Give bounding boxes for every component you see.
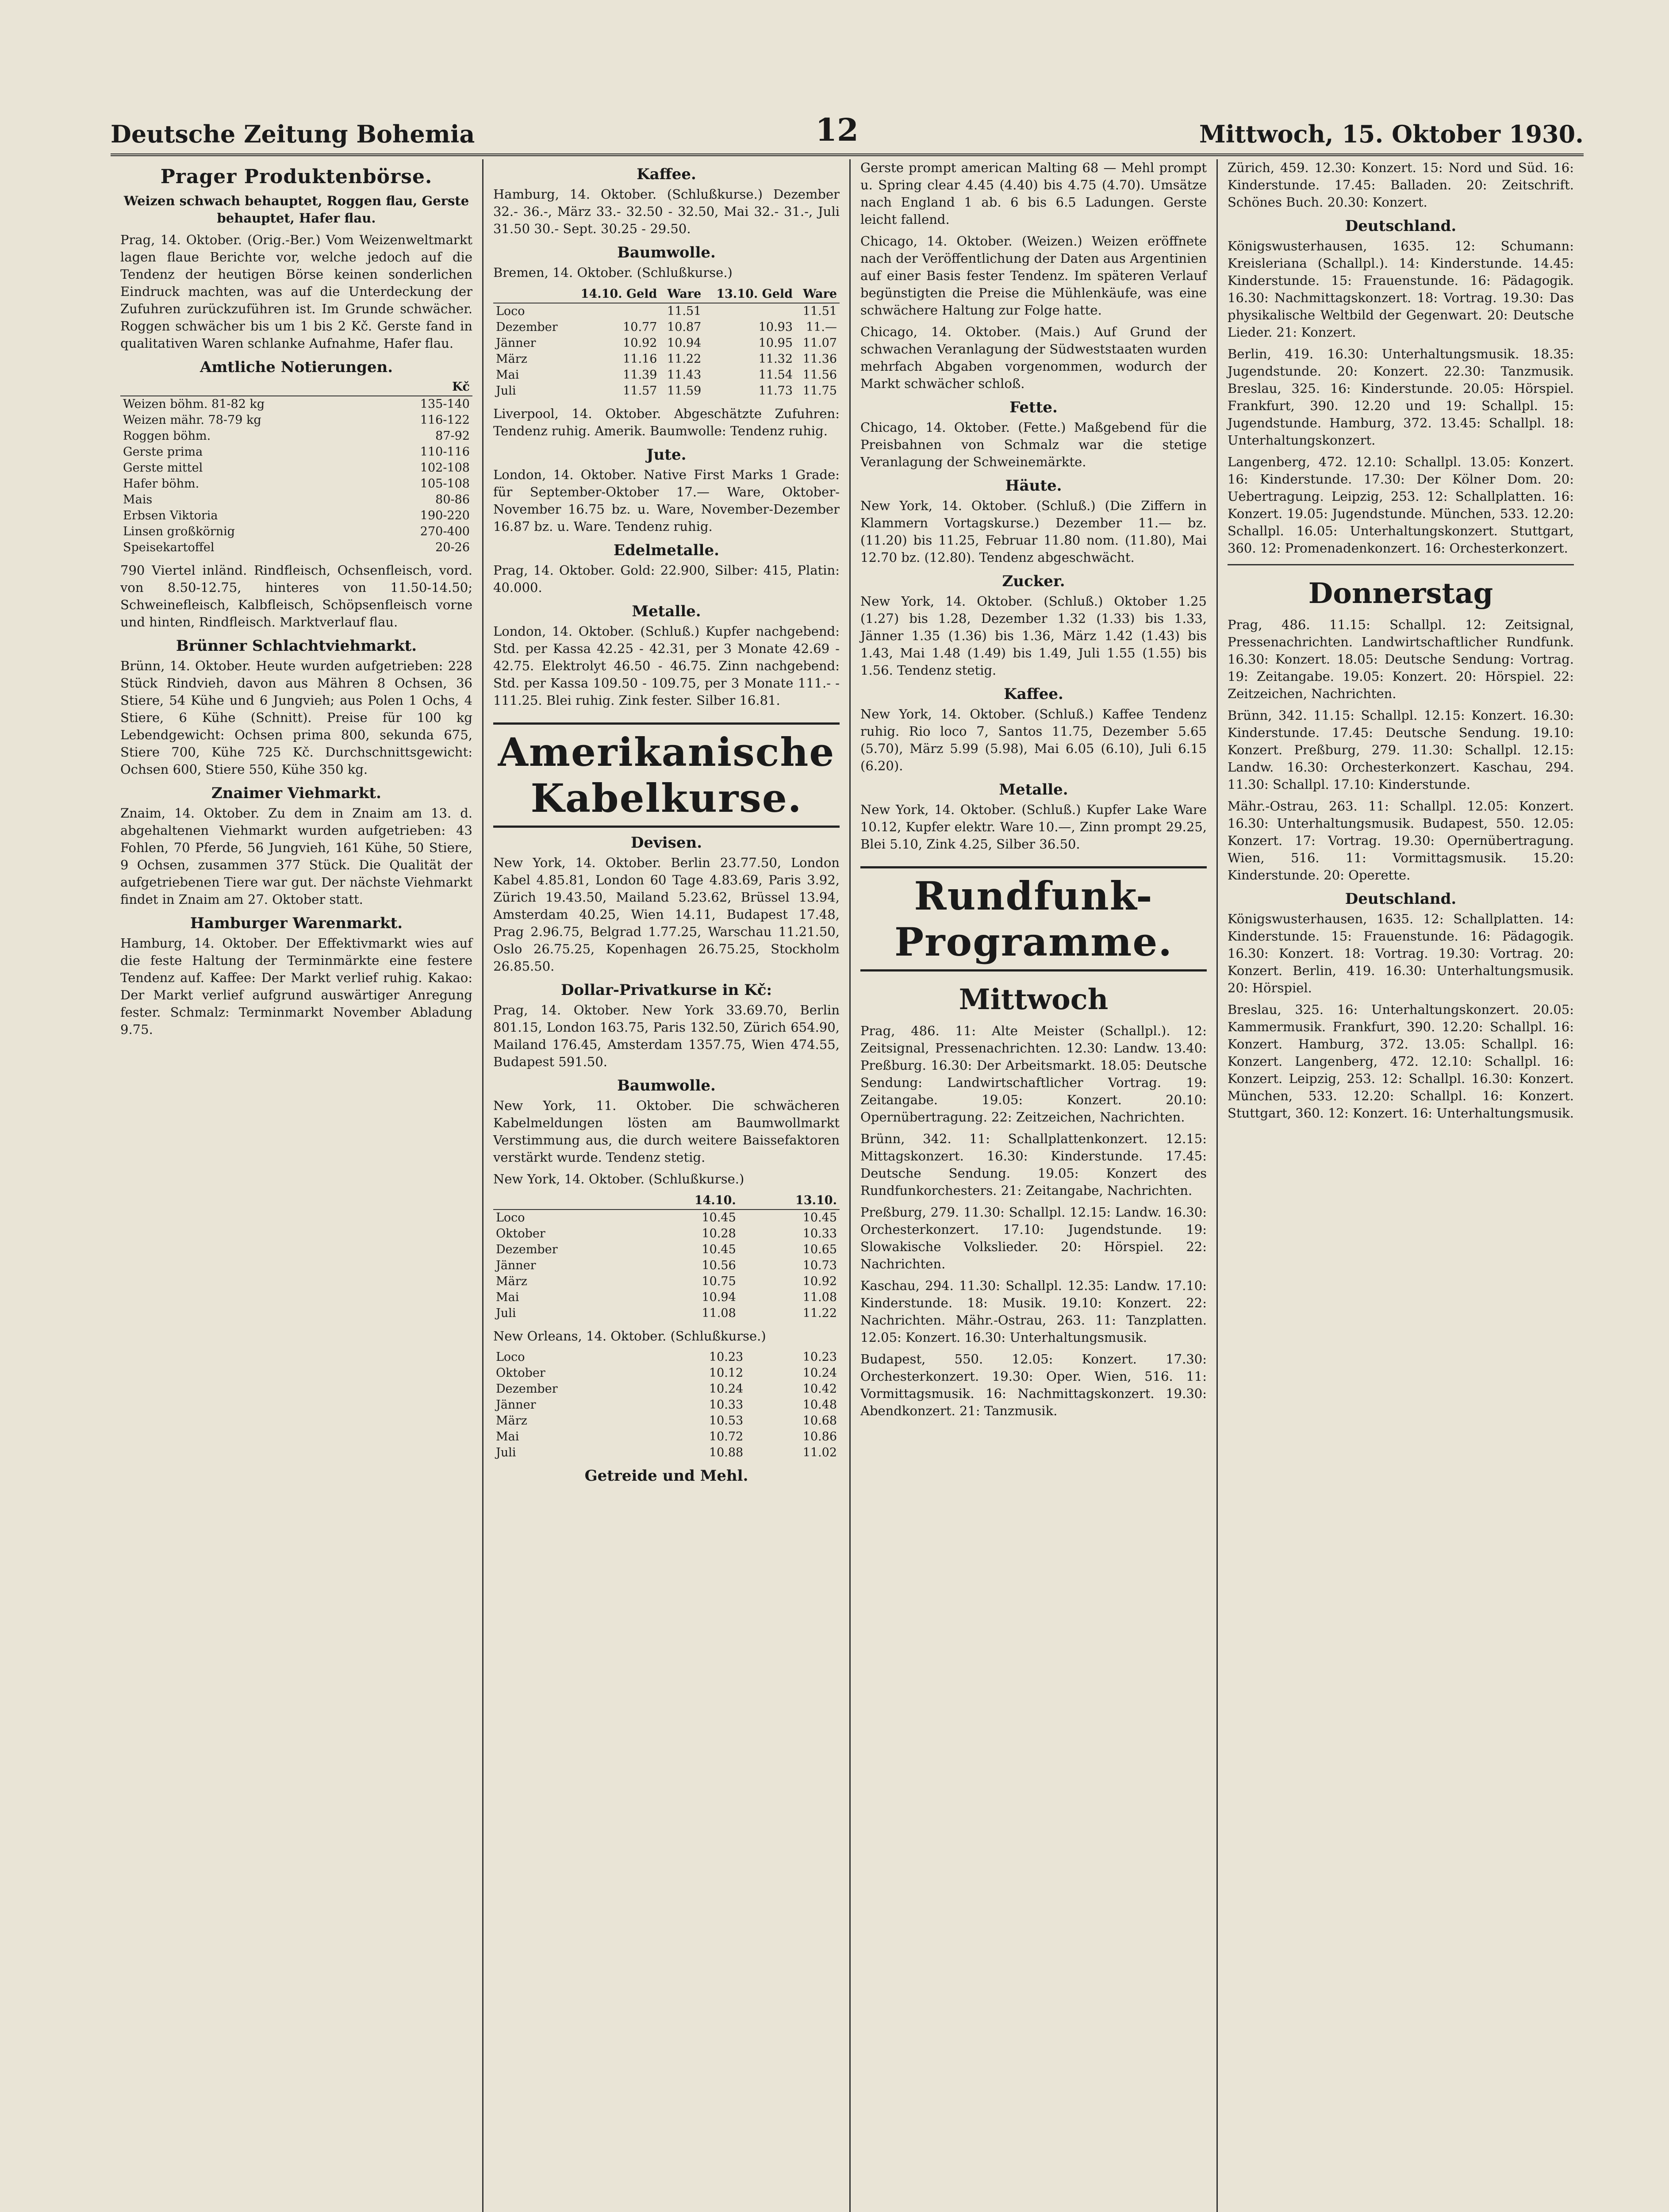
table-cell: 87-92 <box>435 429 470 443</box>
section-title-hides: Häute. <box>1005 477 1062 495</box>
neworleans-cotton-table <box>493 1349 840 1461</box>
table-row <box>493 1274 840 1290</box>
table-cell: 80-86 <box>435 493 470 507</box>
program-listing: Langenberg, 472. 12.10: Schallpl. 13.05: Konzert. 16: Kinderstunde. 17.30: Der Kölner Dom. 20: Uebertragung. Leipzig, 253. 12: Schallplatten. 16: Konzert. 19.05: Jugendstunde. München, 533. 12.20: Schallpl. 16.05: Unterhaltungskonzert. Stuttgart, 360. 12: Promenadenkonzert. 16: Orchesterkonzert. <box>1228 454 1574 556</box>
table-caption: Bremen, 14. Oktober. (Schlußkurse.) <box>493 265 733 280</box>
table-cell: 10.23 <box>802 1350 837 1364</box>
section-title-sugar: Zucker. <box>1002 572 1065 590</box>
table-row <box>120 412 472 428</box>
article-paragraph: Gerste prompt american Malting 68 — Mehl prompt u. Spring clear 4.45 (4.40) bis 4.75 (4.70). Umsätze nach England 1 ab. 6 bis 6.5 Ladungen. Gerste leicht fallend. <box>860 160 1207 227</box>
table-row <box>493 1290 840 1306</box>
table-row <box>120 428 472 444</box>
table-cell <box>568 303 660 319</box>
table-row <box>493 1397 840 1413</box>
table-cell: 11.43 <box>667 368 702 382</box>
column-1 <box>111 159 482 2212</box>
column-4 <box>1216 159 1584 2212</box>
table-body <box>493 303 840 399</box>
table-cell: Dezember <box>496 1243 558 1256</box>
article-paragraph: Chicago, 14. Oktober. (Mais.) Auf Grund der schwachen Veranlagung der Südweststaaten wurden mehrfach Abgaben vorgenommen, wodurch der Markt schwächer schloß. <box>860 324 1207 391</box>
table-row <box>493 1429 840 1445</box>
section-title-grain: Getreide und Mehl. <box>584 1467 748 1485</box>
table-row <box>493 1413 840 1429</box>
section-title-cotton-2: Baumwolle. <box>617 1077 716 1094</box>
table-row <box>120 460 472 476</box>
section-title-cattle: Brünner Schlachtviehmarkt. <box>176 637 417 655</box>
table-cell: Mais <box>123 493 153 507</box>
table-cell: 10.24 <box>802 1366 837 1380</box>
table-cell: 11.02 <box>802 1446 837 1459</box>
table-cell: 10.42 <box>802 1382 837 1396</box>
table-cell: 190-220 <box>420 509 470 522</box>
table-cell <box>704 303 795 319</box>
table-cell: 11.39 <box>623 368 657 382</box>
table-cell: 10.87 <box>667 320 702 334</box>
columns <box>111 159 1584 2212</box>
table-cell: 11.08 <box>702 1306 736 1320</box>
table-cell: 10.33 <box>709 1398 744 1412</box>
article-paragraph: Hamburg, 14. Oktober. Der Effektivmarkt wies auf die feste Haltung der Terminmärkte eine festere Tendenz auf. Kaffee: Der Markt verlief ruhig. Kakao: Der Markt verlief aufgrund auswärtiger Anregung fester. Schmalz: Terminmarkt November Abladung 9.75. <box>120 936 472 1037</box>
table-cell: Gerste mittel <box>123 461 203 475</box>
table-cell: Linsen großkörnig <box>123 525 235 538</box>
program-listing: Mähr.-Ostrau, 263. 11: Schallpl. 12.05: Konzert. 16.30: Unterhaltungsmusik. Budapest, 550. 12.05: Konzert. 17: Vortrag. 19.30: Opernübertragung. Wien, 516. 11: Vormittagsmusik. 15.20: Kinderstunde. 20: Operette. <box>1228 799 1574 883</box>
table-cell: 11.75 <box>802 384 837 398</box>
section-title-coffee: Kaffee. <box>637 165 696 183</box>
table-cell: 11.51 <box>802 304 837 318</box>
section-title-dollar: Dollar-Privatkurse in Kč: <box>560 981 772 999</box>
table-cell: Oktober <box>496 1366 545 1380</box>
table-cell: Mai <box>496 368 519 382</box>
divider <box>1228 564 1574 565</box>
table-cell: 11.56 <box>802 368 837 382</box>
day-heading-wednesday: Mittwoch <box>959 983 1109 1016</box>
table-header-row <box>493 286 840 303</box>
table-cell: Mai <box>496 1430 519 1444</box>
article-paragraph: New York, 14. Oktober. (Schluß.) (Die Ziffern in Klammern Vortagskurse.) Dezember 11.— bz. (11.20) bis 11.25, Februar 11.80 nom. (11.80), Mai 12.70 bz. (12.80). Tendenz abgeschwächt. <box>860 498 1207 565</box>
article-paragraph: Prag, 14. Oktober. (Orig.-Ber.) Vom Weizenweltmarkt lagen flaue Berichte vor, welche jedoch auf die Tendenz der heutigen Börse keinen sonderlichen Eindruck machten, was auf die Unterdeckung der Zufuhren zurückzuführen ist. Im Grunde schwächer. Roggen schwächer bis um 1 bis 2 Kč. Gerste fand in qualitativen Waren schlanke Aufnahme, Hafer flau. <box>120 232 472 351</box>
table-cell: 10.23 <box>709 1350 744 1364</box>
table-row <box>120 540 472 556</box>
headline: Weizen schwach behauptet, Roggen flau, Gerste behauptet, Hafer flau. <box>123 193 469 226</box>
program-listing: Prag, 486. 11: Alte Meister (Schallpl.). 12: Zeitsignal, Pressenachrichten. 12.30: Landw. 13.40: Preßburg. 16.30: Der Arbeitsmarkt. 18.05: Deutsche Sendung: Landwirtschaftlicher Vortrag. 19: Zeitangabe. 19.05: Konzert. 20.10: Opernübertragung. 22: Zeitzeichen, Nachrichten. <box>860 1023 1207 1125</box>
section-title-devisen: Devisen. <box>630 834 702 852</box>
table-row <box>493 303 840 319</box>
table-cell: 10.94 <box>667 336 702 350</box>
table-cell: 10.33 <box>802 1227 837 1240</box>
table-header <box>120 379 376 396</box>
table-cell: Juli <box>496 384 516 398</box>
table-cell: 11.16 <box>623 352 657 366</box>
table-body <box>493 1349 840 1461</box>
table-cell: Jänner <box>496 1398 536 1412</box>
article-paragraph: New York, 14. Oktober. (Schluß.) Kaffee Tendenz ruhig. Rio loco 7, Santos 11.75, Dezember 5.65 (5.70), März 5.99 (5.98), Mai 6.05 (6.10), Juli 6.15 (6.20). <box>860 707 1207 773</box>
program-listing: Königswusterhausen, 1635. 12: Schallplatten. 14: Kinderstunde. 15: Frauenstunde. 16: Pädagogik. 16.30: Konzert. 18: Vortrag. 19.30: Vortrag. 20: Konzert. Berlin, 419. 16.30: Unterhaltungsmusik. 20: Hörspiel. <box>1228 911 1574 995</box>
table-cell: 270-400 <box>420 525 470 538</box>
article-paragraph: Brünn, 14. Oktober. Heute wurden aufgetrieben: 228 Stück Rindvieh, davon aus Mähren 8 Ochsen, 36 Stiere, 54 Kühe und 6 Jungvieh; aus Polen 1 Ochs, 4 Stiere, 6 Kühe (Schnitt). Preise für 100 kg Lebendgewicht: Ochsen prima 800, sekunda 675, Stiere 700, Kühe 725 Kč. Durchschnittsgewicht: Ochsen 600, Stiere 550, Kühe 350 kg. <box>120 658 472 777</box>
table-cell: 11.32 <box>758 352 793 366</box>
article-paragraph: Liverpool, 14. Oktober. Abgeschätzte Zufuhren: Tendenz ruhig. Amerik. Baumwolle: Tendenz ruhig. <box>493 406 840 438</box>
article-paragraph: Hamburg, 14. Oktober. (Schlußkurse.) Dezember 32.- 36.-, März 33.- 32.50 - 32.50, Mai 32.- 31.-, Juli 31.50 30.- Sept. 30.25 - 29.50. <box>493 187 840 236</box>
article-paragraph: New York, 11. Oktober. Die schwächeren Kabelmeldungen lösten am Baumwollmarkt Verstimmung aus, die durch weitere Baissefaktoren verstärkt wurde. Tendenz stetig. <box>493 1098 840 1165</box>
table-cell: 10.72 <box>709 1430 744 1444</box>
table-cell: 10.73 <box>802 1259 837 1272</box>
table-cell: 11.— <box>806 320 837 334</box>
program-listing: Zürich, 459. 12.30: Konzert. 15: Nord und Süd. 16: Kinderstunde. 17.45: Balladen. 20: Zeitschrift. Schönes Buch. 20.30: Konzert. <box>1228 160 1574 210</box>
column-2 <box>482 159 849 2212</box>
table-cell: 10.48 <box>802 1398 837 1412</box>
table-header-row <box>493 1192 840 1210</box>
table-cell: 11.57 <box>623 384 657 398</box>
table-row <box>120 396 472 412</box>
section-title-cotton: Baumwolle. <box>617 244 716 261</box>
table-cell: Dezember <box>496 320 558 334</box>
table-cell: März <box>496 1275 527 1288</box>
table-body <box>493 1210 840 1321</box>
table-cell: Erbsen Viktoria <box>123 509 218 522</box>
table-row <box>493 335 840 351</box>
table-cell: Juli <box>496 1306 516 1320</box>
section-title-jute: Jute. <box>646 446 687 464</box>
table-cell: 10.86 <box>802 1430 837 1444</box>
table-row <box>493 1349 840 1365</box>
article-paragraph: 790 Viertel inländ. Rindfleisch, Ochsenfleisch, vord. von 8.50-12.75, hinteres von 11.50-14.50; Schweinefleisch, Kalbfleisch, Schöpsenfleisch vorne und hinten, Rindfleisch. Marktverlauf flau. <box>120 563 472 630</box>
article-paragraph: New York, 14. Oktober. Berlin 23.77.50, London Kabel 4.85.81, London 60 Tage 4.83.69, Paris 3.92, Zürich 19.43.50, Mailand 5.23.62, Brüssel 13.94, Amsterdam 40.25, Wien 14.11, Budapest 17.48, Prag 2.96.75, Belgrad 1.77.25, Warschau 11.21.50, Oslo 26.75.25, Kopenhagen 26.75.25, Stockholm 26.85.50. <box>493 855 840 974</box>
table-cell: 10.45 <box>702 1243 736 1256</box>
section-title-germany-2: Deutschland. <box>1345 890 1457 908</box>
table-cell: 10.94 <box>702 1290 736 1304</box>
program-listing: Kaschau, 294. 11.30: Schallpl. 12.35: Landw. 17.10: Kinderstunde. 18: Musik. 19.10: Konzert. 22: Nachrichten. Mähr.-Ostrau, 263. 11: Tanzplatten. 12.05: Konzert. 16.30: Unterhaltungsmusik. <box>860 1278 1207 1345</box>
table-cell: 135-140 <box>420 397 470 411</box>
newyork-cotton-table <box>493 1192 840 1321</box>
article-paragraph: Chicago, 14. Oktober. (Fette.) Maßgebend für die Preisbahnen von Schmalz war die stetige Veranlagung der Schweinemärkte. <box>860 420 1207 469</box>
table-row <box>493 351 840 367</box>
table-cell: 10.45 <box>702 1211 736 1225</box>
section-title-fats: Fette. <box>1009 399 1058 416</box>
article-paragraph: New York, 14. Oktober. (Schluß.) Oktober 1.25 (1.27) bis 1.28, Dezember 1.32 (1.33) bis 1.33, Jänner 1.35 (1.36) bis 1.36, März 1.42 (1.43) bis 1.43, Mai 1.48 (1.49) bis 1.49, Juli 1.55 (1.55) bis 1.56. Tendenz stetig. <box>860 594 1207 678</box>
masthead <box>111 113 1584 156</box>
table-cell: Gerste prima <box>123 445 203 459</box>
section-title-coffee-2: Kaffee. <box>1004 685 1063 703</box>
table-cell: März <box>496 352 527 366</box>
table-cell: Roggen böhm. <box>123 429 211 443</box>
table-cell: Oktober <box>496 1227 545 1240</box>
table-cell: 10.92 <box>623 336 657 350</box>
program-listing: Preßburg, 279. 11.30: Schallpl. 12.15: Landw. 16.30: Orchesterkonzert. 17.10: Jugendstunde. 19: Slowakische Volkslieder. 20: Hörspiel. 22: Nachrichten. <box>860 1205 1207 1271</box>
table-cell: 11.36 <box>802 352 837 366</box>
table-row <box>493 1242 840 1258</box>
table-cell: 110-116 <box>420 445 470 459</box>
program-listing: Budapest, 550. 12.05: Konzert. 17.30: Orchesterkonzert. 19.30: Oper. Wien, 516. 11: Vormittagsmusik. 16: Nachmittagskonzert. 19.30: Abendkonzert. 21: Tanzmusik. <box>860 1352 1207 1418</box>
table-cell: Loco <box>496 304 525 318</box>
table-cell: 20-26 <box>435 541 470 554</box>
article-paragraph: London, 14. Oktober. Native First Marks 1 Grade: für September-Oktober 17.— Ware, Oktober-November 16.75 bz. u. Ware, November-Dezember 16.87 bz. u. Ware. Tendenz ruhig. <box>493 467 840 534</box>
table-cell: 11.22 <box>802 1306 837 1320</box>
day-heading-thursday: Donnerstag <box>1308 577 1493 610</box>
program-listing: Berlin, 419. 16.30: Unterhaltungsmusik. 18.35: Jugendstunde. 20: Konzert. 22.30: Tanzmusik. Breslau, 325. 16: Kinderstunde. 20.05: Hörspiel. Frankfurt, 390. 12.20 und 19: Schallpl. 15: Jugendstunde. Hamburg, 372. 13.45: Schallpl. 18: Unterhaltungskonzert. <box>1228 346 1574 448</box>
table-cell: Jänner <box>496 336 536 350</box>
table-row <box>493 1445 840 1461</box>
table-cell: 11.59 <box>667 384 702 398</box>
table-row <box>120 524 472 540</box>
masthead-date: Mittwoch, 15. Oktober 1930. <box>1199 120 1584 148</box>
table-header: 14.10. Geld <box>568 286 660 303</box>
table-cell: Loco <box>496 1350 525 1364</box>
table-row <box>493 367 840 383</box>
table-cell: 10.75 <box>702 1275 736 1288</box>
section-title-germany: Deutschland. <box>1345 217 1457 235</box>
table-cell: 11.73 <box>758 384 793 398</box>
table-cell: Loco <box>496 1211 525 1225</box>
program-listing: Prag, 486. 11.15: Schallpl. 12: Zeitsignal, Pressenachrichten. Landwirtschaftlicher Rundfunk. 16.30: Konzert. 18.05: Deutsche Sendung: Vortrag. 19: Zeitangabe. 19.05: Konzert. 20: Hörspiel. 22: Zeitzeichen, Nachrichten. <box>1228 617 1574 701</box>
table-header <box>493 1192 638 1210</box>
table-cell: Juli <box>496 1446 516 1459</box>
table-cell: 11.22 <box>667 352 702 366</box>
table-cell: Weizen mähr. 78-79 kg <box>123 413 261 427</box>
table-cell: 10.68 <box>802 1414 837 1428</box>
table-cell: 10.92 <box>802 1275 837 1288</box>
table-cell: 116-122 <box>420 413 470 427</box>
table-cell: 10.95 <box>758 336 793 350</box>
table-cell: 10.45 <box>802 1211 837 1225</box>
section-title-radio: Rundfunk-Programme. <box>860 866 1207 972</box>
section-title-metals: Metalle. <box>632 603 701 620</box>
table-cell: 105-108 <box>420 477 470 491</box>
article-paragraph: Chicago, 14. Oktober. (Weizen.) Weizen eröffnete nach der Veröffentlichung der Daten aus Argentinien auf einer Basis fester Tendenz. Im späteren Verlauf begünstigten die Preise die Mühlenkäufe, was eine schwächere Haltung zur Folge hatte. <box>860 234 1207 318</box>
table-cell: Speisekartoffel <box>123 541 215 554</box>
masthead-title: Deutsche Zeitung Bohemia <box>111 120 475 148</box>
column-3 <box>849 159 1216 2212</box>
table-cell: März <box>496 1414 527 1428</box>
table-row <box>120 492 472 508</box>
table-row <box>493 1210 840 1226</box>
article-paragraph: Znaim, 14. Oktober. Zu dem in Znaim am 13. d. abgehaltenen Viehmarkt wurden aufgetrieben: 43 Fohlen, 70 Pferde, 56 Jungvieh, 161 Kühe, 50 Stiere, 9 Ochsen, zusammen 377 Stück. Die Qualität der aufgetriebenen Tiere war gut. Der nächste Viehmarkt findet in Znaim am 27. Oktober statt. <box>120 806 472 907</box>
table-cell: 10.93 <box>758 320 793 334</box>
table-cell: 11.08 <box>802 1290 837 1304</box>
page-number: 12 <box>815 111 859 148</box>
table-cell: 10.88 <box>709 1446 744 1459</box>
table-cell: 10.53 <box>709 1414 744 1428</box>
table-header-row <box>120 379 472 396</box>
table-row <box>493 383 840 399</box>
program-listing: Brünn, 342. 11.15: Schallpl. 12.15: Konzert. 16.30: Kinderstunde. 17.45: Deutsche Sendung. 19.10: Konzert. Preßburg, 279. 11.30: Schallpl. 12.15: Landw. 16.30: Orchesterkonzert. Kaschau, 294. 11.30: Schallpl. 17.10: Kinderstunde. <box>1228 708 1574 792</box>
table-cell: Weizen böhm. 81-82 kg <box>123 397 265 411</box>
cotton-table <box>493 286 840 399</box>
table-cell: 102-108 <box>420 461 470 475</box>
table-cell: 10.77 <box>623 320 657 334</box>
table-row <box>493 1381 840 1397</box>
program-listing: Breslau, 325. 16: Unterhaltungskonzert. 20.05: Kammermusik. Frankfurt, 390. 12.20: Schallpl. 16: Konzert. Hamburg, 372. 13.05: Schallpl. 16: Konzert. Langenberg, 472. 12.10: Schallpl. 16: Konzert. Leipzig, 253. 12: Schallpl. 16.30: Konzert. München, 533. 12.20: Schallpl. 16: Konzert. Stuttgart, 360. 12: Konzert. 16: Unterhaltungsmusik. <box>1228 1002 1574 1121</box>
table-row <box>493 1258 840 1274</box>
table-cell: 11.54 <box>758 368 793 382</box>
table-cell: Mai <box>496 1290 519 1304</box>
table-cell: 10.12 <box>709 1366 744 1380</box>
table-row <box>120 476 472 492</box>
table-cell: Dezember <box>496 1382 558 1396</box>
table-row <box>493 1226 840 1242</box>
table-header: Ware <box>660 286 704 303</box>
table-row <box>120 444 472 460</box>
table-cell: 10.28 <box>702 1227 736 1240</box>
table-header: 13.10. <box>739 1192 840 1210</box>
table-row <box>493 1365 840 1381</box>
section-title-produktenboerse: Prager Produktenbörse. <box>160 165 433 188</box>
section-title-metals-2: Metalle. <box>999 781 1068 799</box>
table-row <box>493 1306 840 1321</box>
table-header: Ware <box>795 286 840 303</box>
table-cell: 11.07 <box>802 336 837 350</box>
table-cell: 11.51 <box>667 304 702 318</box>
table-cell: Jänner <box>496 1259 536 1272</box>
section-title-precious-metals: Edelmetalle. <box>614 541 719 559</box>
section-title-znaim: Znaimer Viehmarkt. <box>211 784 381 802</box>
table-cell: 10.56 <box>702 1259 736 1272</box>
section-title-hamburg: Hamburger Warenmarkt. <box>190 914 403 932</box>
article-paragraph: Prag, 14. Oktober. Gold: 22.900, Silber: 415, Platin: 40.000. <box>493 563 840 595</box>
section-title-official: Amtliche Notierungen. <box>200 358 393 376</box>
table-header: 13.10. Geld <box>704 286 795 303</box>
section-title-cable-rates: Amerikanische Kabelkurse. <box>493 722 840 828</box>
table-header: Kč <box>376 379 472 396</box>
article-paragraph: Prag, 14. Oktober. New York 33.69.70, Berlin 801.15, London 163.75, Paris 132.50, Zürich 654.90, Mailand 176.45, Amsterdam 1357.75, Wien 474.55, Budapest 591.50. <box>493 1002 840 1069</box>
official-prices-table <box>120 379 472 556</box>
program-listing: Königswusterhausen, 1635. 12: Schumann: Kreisleriana (Schallpl.). 14: Kinderstunde. 14.45: Kinderstunde. 15: Frauenstunde. 16: Pädagogik. 16.30: Nachmittagskonzert. 18: Vortrag. 19.30: Das physikalische Weltbild der Gegenwart. 20: Deutsche Lieder. 21: Konzert. <box>1228 238 1574 340</box>
table-header <box>493 286 568 303</box>
table-row <box>120 508 472 524</box>
table-body <box>120 396 472 556</box>
table-cell: 10.65 <box>802 1243 837 1256</box>
article-paragraph: New York, 14. Oktober. (Schluß.) Kupfer Lake Ware 10.12, Kupfer elektr. Ware 10.—, Zinn prompt 29.25, Blei 5.10, Zink 4.25, Silber 36.50. <box>860 802 1207 852</box>
table-row <box>493 319 840 335</box>
article-paragraph: London, 14. Oktober. (Schluß.) Kupfer nachgebend: Std. per Kassa 42.25 - 42.31, per 3 Monate 42.69 - 42.75. Elektrolyt 46.50 - 46.75. Zinn nachgebend: Std. per Kassa 109.50 - 109.75, per 3 Monate 111.- - 111.25. Blei ruhig. Zink fester. Silber 16.81. <box>493 624 840 708</box>
table-header: 14.10. <box>638 1192 739 1210</box>
program-listing: Brünn, 342. 11: Schallplattenkonzert. 12.15: Mittagskonzert. 16.30: Kinderstunde. 17.45: Deutsche Sendung. 19.05: Konzert des Rundfunkorchesters. 21: Zeitangabe, Nachrichten. <box>860 1131 1207 1198</box>
table-caption: New York, 14. Oktober. (Schlußkurse.) <box>493 1171 744 1187</box>
table-cell: 10.24 <box>709 1382 744 1396</box>
table-cell: Hafer böhm. <box>123 477 200 491</box>
table-caption: New Orleans, 14. Oktober. (Schlußkurse.) <box>493 1329 766 1344</box>
